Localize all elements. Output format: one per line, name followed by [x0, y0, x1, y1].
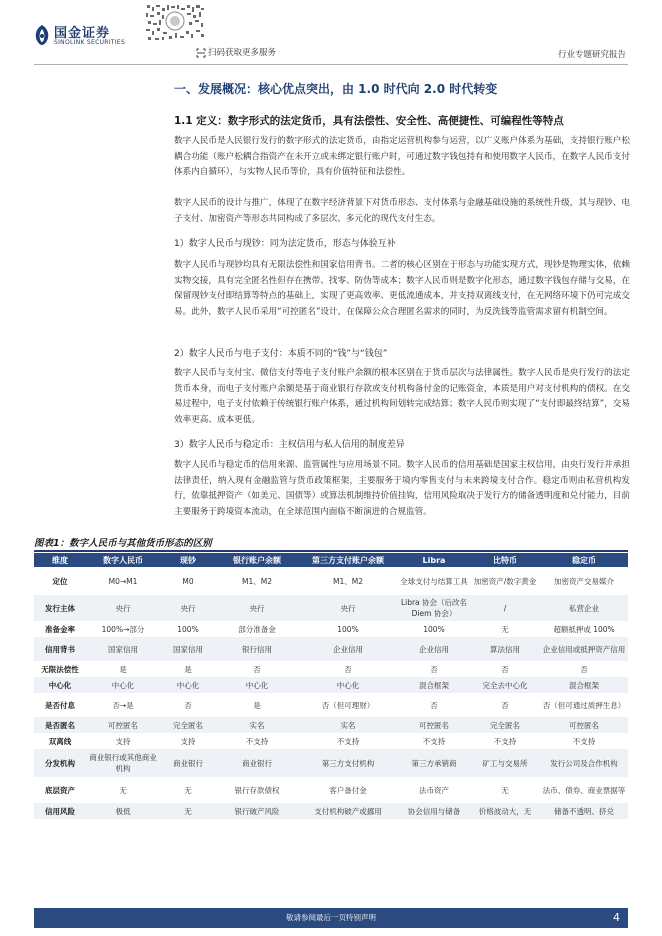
column-header: 稳定币	[540, 553, 628, 567]
table-row	[34, 595, 628, 621]
column-header: 第三方支付账户余额	[298, 553, 398, 567]
row-header-cell: 发行主体	[34, 595, 86, 621]
table-cell: 否	[398, 661, 470, 677]
table-header-row	[34, 553, 628, 567]
figure-caption: 图表1：数字人民币与其他货币形态的区别	[34, 538, 212, 549]
table-cell: 100%	[298, 621, 398, 637]
subsection-3-paragraph: 数字人民币与稳定币的信用来源、监管属性与应用场景不同。数字人民币的信用基础是国家主权信用，由央行发行并承担法律责任，纳入现有金融监管与货币政策框架，主要服务于境内零售支付与未来跨境支付合作。稳定币则由私营机构发行，依靠抵押资产（如美元、国债等）或算法机制维持价值挂钩，信用风险取决于发行方的储备透明度和兑付能力，目前主要服务于跨境资本流动，在全球范围内面临不断演进的合规监管。	[174, 460, 630, 517]
row-header-cell: 分发机构	[34, 749, 86, 777]
scan-prompt: 扫码获取更多服务	[208, 48, 277, 58]
table-row	[34, 777, 628, 803]
row-header-cell: 是否匿名	[34, 717, 86, 733]
report-type: 行业专题研究报告	[557, 50, 626, 60]
table-cell: 无	[160, 777, 216, 803]
table-cell: /	[470, 595, 540, 621]
row-header-cell: 中心化	[34, 677, 86, 693]
row-header-cell: 信用背书	[34, 637, 86, 661]
table-cell: 中心化	[298, 677, 398, 693]
table-cell: 中心化	[216, 677, 298, 693]
column-header: 现钞	[160, 553, 216, 567]
table-cell: 第三方承销商	[398, 749, 470, 777]
table-cell: 加密资产/数字黄金	[470, 567, 540, 595]
table-cell: 否	[470, 661, 540, 677]
table-cell: 无	[470, 621, 540, 637]
table-cell: 央行	[298, 595, 398, 621]
column-header: Libra	[398, 553, 470, 567]
table-cell: 银行信用	[216, 637, 298, 661]
table-cell: 否	[298, 661, 398, 677]
table-cell: 商业银行或其他商业机构	[86, 749, 160, 777]
subsection-2-heading: 2）数字人民币与电子支付：本质不同的“钱”与“钱包”	[174, 349, 388, 359]
table-cell: 银行破产风险	[216, 803, 298, 819]
table-cell: 完全匿名	[470, 717, 540, 733]
table-cell: 算法信用	[470, 637, 540, 661]
table-cell: 完全去中心化	[470, 677, 540, 693]
brand-name-en: SINOLINK SECURITIES	[54, 39, 126, 46]
header-divider	[34, 64, 628, 65]
column-header: 银行账户余额	[216, 553, 298, 567]
row-header-cell: 定位	[34, 567, 86, 595]
table-cell: Libra 协会（后改名 Diem 协会）	[398, 595, 470, 621]
table-cell: M1、M2	[298, 567, 398, 595]
table-cell: 完全匿名	[160, 717, 216, 733]
table-row	[34, 717, 628, 733]
table-cell: 极低	[86, 803, 160, 819]
table-row	[34, 677, 628, 693]
table-cell: 否（但可通过质押生息）	[540, 693, 628, 717]
table-cell: 是	[86, 661, 160, 677]
table-cell: 央行	[86, 595, 160, 621]
table-cell: 可控匿名	[398, 717, 470, 733]
table-row	[34, 637, 628, 661]
table-cell: 是	[216, 693, 298, 717]
qr-code-icon[interactable]	[143, 3, 207, 43]
row-header-cell: 底层资产	[34, 777, 86, 803]
table-row	[34, 803, 628, 819]
table-cell: 超额抵押或 100%	[540, 621, 628, 637]
section-subtitle: 1.1 定义：数字形式的法定货币，具有法偿性、安全性、高便捷性、可编程性等特点	[174, 115, 564, 127]
table-cell: 混合框架	[398, 677, 470, 693]
table-cell: M1、M2	[216, 567, 298, 595]
table-cell: 客户备付金	[298, 777, 398, 803]
table-cell: 否	[540, 661, 628, 677]
table-cell: 加密资产交易媒介	[540, 567, 628, 595]
table-cell: 支持	[86, 733, 160, 749]
row-header-cell: 是否付息	[34, 693, 86, 717]
table-cell: 商业银行	[160, 749, 216, 777]
comparison-table	[34, 553, 628, 819]
page-footer	[34, 908, 628, 928]
table-cell: 商业银行	[216, 749, 298, 777]
table-cell: 无	[160, 803, 216, 819]
table-cell: 央行	[216, 595, 298, 621]
row-header-cell: 信用风险	[34, 803, 86, 819]
page-header	[0, 0, 662, 70]
table-cell: 否	[398, 693, 470, 717]
table-cell: 中心化	[86, 677, 160, 693]
subsection-3-heading: 3）数字人民币与稳定币：主权信用与私人信用的制度差异	[174, 440, 405, 450]
subsection-1-paragraph: 数字人民币与现钞均具有无限法偿性和国家信用背书。二者的核心区别在于形态与功能实现方式，现钞是物理实体，依赖实物交接，具有完全匿名性但存在携带、找零、防伪等成本；数字人民币则是数字化形态，通过数字钱包存储与交易，在保留现钞支付即结算等特点的基础上，实现了更高效率、更低流通成本，并支持双离线支付，在无网络环境下仍可完成交易。此外，数字人民币采用“可控匿名”设计，在保障公众合理匿名需求的同时，为反洗钱等监管需求留有机制空间。	[174, 260, 630, 317]
table-cell: 可控匿名	[86, 717, 160, 733]
table-cell: 企业信用	[298, 637, 398, 661]
subsection-1-heading: 1）数字人民币与现钞：同为法定货币，形态与体验互补	[174, 239, 396, 249]
intro-paragraph-1: 数字人民币是人民银行发行的数字形式的法定货币，由指定运营机构参与运营，以广义账户体系为基础，支持银行账户松耦合功能（账户松耦合指资产在未开立或未绑定银行账户时，可通过数字钱包持有和使用数字人民币，在数字人民币支付体系内自循环），与实物人民币等价，具有价值特征和法偿性。	[174, 136, 630, 178]
table-cell: 银行存款债权	[216, 777, 298, 803]
section-title: 一、发展概况：核心优点突出，由 1.0 时代向 2.0 时代转变	[174, 82, 498, 96]
table-cell: 否	[216, 661, 298, 677]
table-cell: M0→M1	[86, 567, 160, 595]
sinolink-logo-icon	[34, 24, 50, 46]
table-row	[34, 693, 628, 717]
table-cell: 否	[470, 693, 540, 717]
subsection-2-paragraph: 数字人民币与支付宝、微信支付等电子支付账户余额的根本区别在于货币层次与法律属性。数字人民币是央行发行的法定货币本身，而电子支付账户余额是基于商业银行存款或支付机构备付金的记账资金，本质是用户对支付机构的债权。在交易过程中，电子支付依赖于传统银行账户体系，通过机构间划转完成结算；数字人民币则实现了“支付即最终结算”，交易效率更高、成本更低。	[174, 368, 630, 425]
table-cell: 否	[160, 693, 216, 717]
table-cell: 矿工与交易所	[470, 749, 540, 777]
table-row	[34, 749, 628, 777]
row-header-cell: 无限法偿性	[34, 661, 86, 677]
table-cell: 中心化	[160, 677, 216, 693]
table-cell: 可控匿名	[540, 717, 628, 733]
table-row	[34, 661, 628, 677]
table-cell: 全球支付与结算工具	[398, 567, 470, 595]
table-row	[34, 621, 628, 637]
table-cell: 100%	[398, 621, 470, 637]
table-cell: 价格波动大，无	[470, 803, 540, 819]
table-cell: 混合框架	[540, 677, 628, 693]
table-cell: 100%→部分	[86, 621, 160, 637]
column-header: 数字人民币	[86, 553, 160, 567]
table-cell: 企业信用或抵押资产信用	[540, 637, 628, 661]
table-cell: 不支持	[470, 733, 540, 749]
table-cell: 不支持	[540, 733, 628, 749]
table-cell: 支持	[160, 733, 216, 749]
table-cell: 是	[160, 661, 216, 677]
figure-divider	[34, 550, 628, 552]
table-cell: 国家信用	[160, 637, 216, 661]
table-cell: 无	[470, 777, 540, 803]
intro-paragraph-2: 数字人民币的设计与推广，体现了在数字经济背景下对货币形态、支付体系与金融基础设施的系统性升级，其与现钞、电子支付、加密资产等形态共同构成了多层次、多元化的现代支付生态。	[174, 198, 630, 224]
table-cell: 法币、债券、商业票据等	[540, 777, 628, 803]
column-header: 比特币	[470, 553, 540, 567]
row-header-cell: 双离线	[34, 733, 86, 749]
table-cell: 法币资产	[398, 777, 470, 803]
table-cell: 不支持	[216, 733, 298, 749]
footer-disclaimer: 敬请参阅最后一页特别声明	[286, 913, 376, 922]
table-cell: 否→是	[86, 693, 160, 717]
page-number: 4	[613, 911, 620, 924]
table-cell: 企业信用	[398, 637, 470, 661]
table-cell: 央行	[160, 595, 216, 621]
table-cell: 支付机构破产或挪用	[298, 803, 398, 819]
scan-icon	[196, 48, 206, 58]
table-cell: 否（但可理财）	[298, 693, 398, 717]
table-cell: 协会信用与储备	[398, 803, 470, 819]
table-cell: 100%	[160, 621, 216, 637]
table-row	[34, 567, 628, 595]
table-cell: 第三方支付机构	[298, 749, 398, 777]
row-header-cell: 准备金率	[34, 621, 86, 637]
table-cell: 实名	[216, 717, 298, 733]
table-cell: 不支持	[398, 733, 470, 749]
table-cell: 不支持	[298, 733, 398, 749]
table-cell: 实名	[298, 717, 398, 733]
table-cell: 部分准备金	[216, 621, 298, 637]
table-row	[34, 733, 628, 749]
table-cell: 发行公司及合作机构	[540, 749, 628, 777]
brand-name: 国金证券	[54, 26, 111, 41]
table-cell: 国家信用	[86, 637, 160, 661]
table-cell: 无	[86, 777, 160, 803]
table-cell: 私营企业	[540, 595, 628, 621]
column-header: 维度	[34, 553, 86, 567]
table-cell: M0	[160, 567, 216, 595]
table-cell: 储备不透明、挤兑	[540, 803, 628, 819]
